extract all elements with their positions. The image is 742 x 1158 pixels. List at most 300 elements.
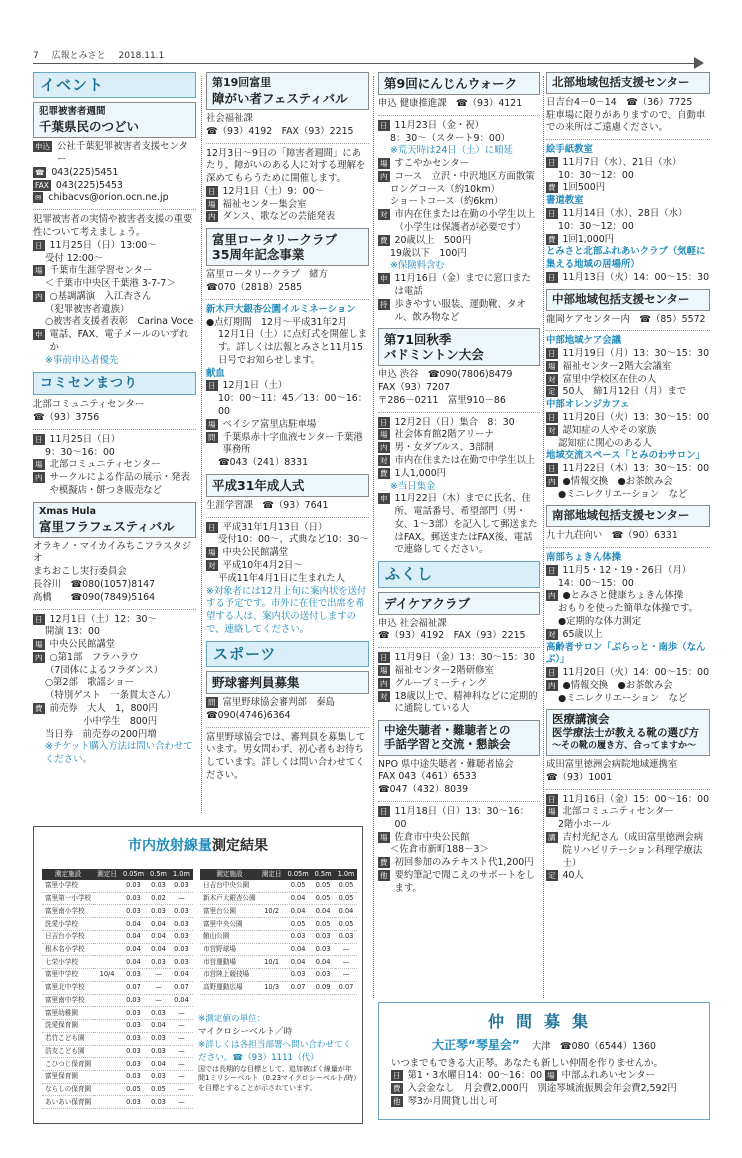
table-cell: 富里幼稚園 <box>42 1007 94 1020</box>
contact-row <box>206 432 369 458</box>
table-cell <box>94 930 120 943</box>
table-header: 測定日 <box>259 869 285 880</box>
tag: 日 <box>548 565 556 575</box>
apply-row <box>378 273 540 299</box>
tag: 場 <box>548 807 556 817</box>
event-subtitle: ～その靴の履き方、合ってますか～ <box>552 740 697 751</box>
table-cell: 0.05 <box>312 918 335 931</box>
organizer: 富里ロータリークラブ 緒方 <box>206 269 328 281</box>
date-row <box>546 794 710 807</box>
table-cell: 0.05 <box>285 918 312 931</box>
apply: 電話、FAX、電子メールのいずれか <box>49 329 189 354</box>
place-row <box>378 158 540 171</box>
event-title-box <box>378 720 540 756</box>
tag: 日 <box>548 209 556 219</box>
target: 市内在住または在勤の小学生以上（小学生は保護者が必要です） <box>394 209 536 234</box>
target: 18歳以上で、精神科などに定期的に通院している人 <box>394 690 538 715</box>
content-row <box>206 211 369 224</box>
table-cell <box>259 880 285 892</box>
table-cell: 0.03 <box>285 969 312 982</box>
date-row <box>546 412 710 425</box>
date-row <box>546 157 710 170</box>
tag: 場 <box>380 159 388 169</box>
table-cell: 洗愛保育園 <box>42 1020 94 1033</box>
table-cell: 0.03 <box>120 1058 147 1071</box>
fee-row <box>546 182 710 195</box>
table-cell <box>94 956 120 969</box>
table-header: 0.05m <box>285 869 312 880</box>
table-row <box>42 1020 193 1033</box>
table-header: 1.0m <box>335 869 358 880</box>
event-title-box <box>546 709 710 756</box>
table-cell: 0.03 <box>147 1045 170 1058</box>
tag: 定 <box>548 871 556 881</box>
place: 北部コミュニティセンター <box>49 459 161 471</box>
table-cell: 0.04 <box>120 956 147 969</box>
table-cell: 富里中学校 <box>42 969 94 982</box>
tag: 場 <box>208 419 216 429</box>
fax-row <box>33 180 196 193</box>
fee: 入会金なし 月会費2,000円 別途琴城流振興会年会費2,592円 <box>407 1083 677 1095</box>
content-row <box>33 291 196 304</box>
table-cell: ならしの保育園 <box>42 1083 94 1096</box>
time: 10：30～12：00 <box>558 169 634 181</box>
phone: ☎090(4746)6364 <box>206 709 291 721</box>
tag: 申 <box>35 330 43 340</box>
event-title-box <box>378 328 540 366</box>
column-4 <box>546 68 710 883</box>
subheading: 高齢者サロン「ぶらっと・南歩（なんぶ）」 <box>546 641 706 666</box>
tag: 日 <box>208 186 216 196</box>
event-title-box <box>206 228 369 266</box>
organizer: 申込 健康推進課 ☎（93）4121 <box>378 98 523 109</box>
date-row <box>546 667 710 680</box>
table-row <box>42 981 193 994</box>
event-subtitle: Xmas Hula <box>39 505 96 517</box>
table-cell: 館山公園 <box>200 930 259 943</box>
note: ※事前申込者優先 <box>45 354 119 366</box>
table-row <box>42 1070 193 1083</box>
table-cell <box>94 918 120 931</box>
divider <box>546 139 710 140</box>
note: ※チケット購入方法は問い合わせてください。 <box>45 741 193 766</box>
tag: 申 <box>380 274 388 284</box>
table-row <box>200 918 357 931</box>
tag: 場 <box>380 832 388 842</box>
date-row <box>206 380 369 393</box>
table-row <box>200 943 357 956</box>
fax: FAX 043（461）6533 <box>378 771 477 783</box>
table-cell: 0.05 <box>147 1083 170 1096</box>
table-row <box>42 892 193 905</box>
note: ※対象者には12月上旬に案内状を送付する予定です。市外に在住で出席を希望する人は、案内状の送付しますので、連絡してください。 <box>206 585 367 635</box>
time: 10：00～11：45／13：00～16：00 <box>218 393 368 418</box>
place-row <box>206 419 369 432</box>
date-row <box>378 120 540 133</box>
etc-row <box>391 1096 697 1109</box>
table-cell <box>94 1096 120 1109</box>
tag: 日 <box>548 413 556 422</box>
event-title: 千葉県民のつどい <box>39 119 140 135</box>
divider <box>206 299 369 300</box>
tag: 日 <box>548 349 556 359</box>
table-cell: 0.04 <box>170 994 193 1007</box>
fee-row <box>546 234 710 247</box>
tag: 対 <box>380 210 388 220</box>
table-cell: 浩友こども園 <box>42 1045 94 1058</box>
fee: 20歳以上 500円 <box>394 234 472 246</box>
tag: 場 <box>35 640 43 650</box>
phone-icon: ☎ <box>35 167 45 177</box>
table-cell: — <box>147 981 170 994</box>
organizer: 社会福祉課 <box>206 112 253 124</box>
table-cell: — <box>170 1045 193 1058</box>
date-row <box>546 565 710 578</box>
event-title: 医療講演会 <box>552 712 610 727</box>
table-cell <box>259 930 285 943</box>
table-cell: 0.04 <box>285 905 312 918</box>
place-row <box>33 459 196 472</box>
content: ○基調講演 入江杏さん <box>49 290 152 302</box>
tag: 対 <box>208 561 216 571</box>
content-detail: ●ミニレクリエーション など <box>558 692 688 704</box>
event-title: 平成31年成人式 <box>212 477 305 493</box>
target-detail: 平成11年4月1日に生まれた人 <box>218 572 345 584</box>
table-cell: 0.05 <box>312 880 335 892</box>
organizer: 龍岡ケアセンター内 ☎（85）5572 <box>546 313 706 325</box>
table-cell: — <box>170 1070 193 1083</box>
table-row <box>42 969 193 982</box>
subheading: 中部オレンジカフェ <box>546 399 630 411</box>
table-row <box>42 905 193 918</box>
table-cell: 0.03 <box>147 1070 170 1083</box>
table-cell <box>94 880 120 892</box>
table-row <box>42 994 193 1007</box>
lecturer: 吉村光紀さん（成田富里徳洲会病院リハビリテーション科理学療法士） <box>562 831 704 869</box>
table-cell: — <box>170 1058 193 1071</box>
table-cell: 0.03 <box>120 1045 147 1058</box>
divider <box>33 429 196 430</box>
time: 9：30～16：00 <box>45 446 115 458</box>
organizer: 北部コミュニティセンター <box>33 399 145 411</box>
tag: 日 <box>380 417 388 427</box>
tag: 日 <box>548 668 556 678</box>
table-row <box>42 956 193 969</box>
tag: 日 <box>548 794 556 804</box>
table-cell: あいあい保育園 <box>42 1096 94 1109</box>
table-cell: 七栄小学校 <box>42 956 94 969</box>
subheading: 献血 <box>206 367 225 379</box>
table-cell <box>94 1070 120 1083</box>
date: 11月13日（火）14：00～15：30 <box>562 271 710 283</box>
table-row <box>200 905 357 918</box>
tag: 対 <box>548 425 556 435</box>
description: 犯罪被害者の実情や被害者支援の重要性について考えましょう。 <box>33 214 193 238</box>
date-row <box>546 272 710 285</box>
phone: ☎043（241）8331 <box>218 457 309 469</box>
fee: 初回参加のみテキスト代1,200円 <box>394 857 534 869</box>
table-cell: 0.04 <box>120 930 147 943</box>
note: ※詳しくは各担当部署へ問い合わせてください。☎（93）1111（代） <box>198 1039 352 1063</box>
event-title: 南部地域包括支援センター <box>552 508 690 523</box>
date: 平成31年1月13日（日） <box>222 521 328 533</box>
place: ベイシア富里店駐車場 <box>222 418 317 430</box>
tag: 場 <box>208 548 216 558</box>
content-detail: ●定期的な体力測定 <box>558 615 642 627</box>
tag: 費 <box>548 183 556 193</box>
table-cell: 富里台公園 <box>200 905 259 918</box>
contact-row <box>206 697 369 710</box>
radiation-title-rest: 測定結果 <box>212 838 268 854</box>
apply-row <box>33 329 196 355</box>
tag: 問 <box>208 432 216 442</box>
event-subtitle: 第71回秋季 <box>384 332 452 348</box>
table-cell: 市営運動場 <box>200 956 259 969</box>
table-row <box>42 1083 193 1096</box>
table-cell: — <box>147 994 170 1007</box>
date: 第1・3水曜日14：00～16：00 <box>407 1070 543 1082</box>
tag: 日 <box>380 120 388 130</box>
tag: 内 <box>380 171 388 181</box>
table-cell: — <box>335 956 358 969</box>
content: ○第1部 フラハラウ <box>49 651 139 663</box>
table-cell: 0.03 <box>147 905 170 918</box>
table-cell: 0.03 <box>120 1032 147 1045</box>
column-divider <box>543 76 544 998</box>
table-cell: 0.04 <box>147 943 170 956</box>
table-cell: 0.04 <box>285 892 312 905</box>
table-header: 0.05m <box>120 869 147 880</box>
divider <box>378 801 540 802</box>
table-cell: 0.03 <box>312 943 335 956</box>
tag: 内 <box>548 680 556 690</box>
subheading: 書道教室 <box>546 195 584 207</box>
table-cell: 0.03 <box>170 880 193 892</box>
unit-label: ※測定値の単位： <box>198 1014 266 1024</box>
table-cell: 富里北中学校 <box>42 981 94 994</box>
date-row <box>378 652 540 665</box>
fee-detail: 19歳以下 100円 <box>390 247 467 259</box>
page-header <box>33 50 174 62</box>
organizer: 富里野球協会審判部 秦島 <box>222 697 336 709</box>
place-row <box>206 547 369 560</box>
column-1 <box>33 68 196 767</box>
target: 富里中学校区在住の人 <box>562 373 657 385</box>
divider <box>378 115 540 116</box>
date: 11月14日（水）、28日（水） <box>562 208 688 220</box>
date-row <box>378 417 540 430</box>
tag: 内 <box>35 291 43 301</box>
phone: ☎070（2818）2585 <box>206 281 303 293</box>
date: 11月16日（金）15：00～16：00 <box>562 793 710 805</box>
bring: 歩きやすい服装、運動靴、タオル、飲み物など <box>394 298 526 323</box>
divider <box>206 517 369 518</box>
table-cell: 高野運動広場 <box>200 981 259 994</box>
table-cell: 富里南小学校 <box>42 905 94 918</box>
date: 11月7日（水）、21日（水） <box>562 156 682 168</box>
date: 11月22日（木）13：30～15：00 <box>562 463 710 475</box>
table-cell: 0.04 <box>170 969 193 982</box>
content-detail: ●ミニレクリエーション など <box>558 488 688 500</box>
table-cell: 0.03 <box>120 994 147 1007</box>
tag: 日 <box>35 434 43 444</box>
subheading: 南部ちょきん体操 <box>546 552 622 564</box>
place-row <box>33 265 196 278</box>
fee-row <box>391 1083 697 1096</box>
table-cell: 0.03 <box>170 930 193 943</box>
capacity: 40人 <box>562 870 584 882</box>
table-cell: 0.07 <box>170 981 193 994</box>
organizer: 成田富里徳洲会病院地域連携室 <box>546 759 678 771</box>
table-cell <box>94 981 120 994</box>
date: 11月20日（火）14：00～15：00 <box>562 667 710 679</box>
place-row <box>378 665 540 678</box>
tag: 問 <box>208 698 216 708</box>
description: いつまでもできる大正琴。あなたも新しい仲間を作りませんか。 <box>391 1057 663 1069</box>
tag: 対 <box>380 455 388 465</box>
organizer: オラキノ・マイカイみちこフラスタジオ <box>33 540 192 565</box>
note: ※保険料含む <box>390 260 445 272</box>
table-cell: — <box>170 1020 193 1033</box>
table-cell: 0.04 <box>312 905 335 918</box>
table-cell: 0.03 <box>147 956 170 969</box>
target-row <box>206 560 369 573</box>
table-cell <box>94 1045 120 1058</box>
table-cell: 0.07 <box>335 981 358 994</box>
fee-row <box>378 857 540 870</box>
table-cell: 10/3 <box>259 981 285 994</box>
date: 11月5・12・19・26日（月） <box>562 564 692 576</box>
phone: ☎（93）4192 FAX（93）2215 <box>378 630 526 642</box>
tag: 他 <box>380 870 388 880</box>
table-header: 0.5m <box>312 869 335 880</box>
event-subtitle: 犯罪被害者週間 <box>39 106 106 118</box>
date-row <box>546 348 710 361</box>
tag: 場 <box>380 665 388 675</box>
tag: 場 <box>35 460 43 470</box>
place-row <box>378 832 540 845</box>
tag: 費 <box>548 234 556 244</box>
table-cell: — <box>335 943 358 956</box>
tag: 講 <box>548 832 556 842</box>
tag: 費 <box>35 704 43 713</box>
unit: マイクロシーベルト／時 <box>198 1026 293 1037</box>
table-cell: 0.03 <box>147 1096 170 1109</box>
divider <box>378 647 540 648</box>
content: ダンス、歌などの芸能発表 <box>222 211 336 223</box>
event-title: バドミントン大会 <box>384 347 484 363</box>
table-cell: 0.03 <box>120 892 147 905</box>
table-cell: 根木名小学校 <box>42 943 94 956</box>
table-cell: 日吉台小学校 <box>42 930 94 943</box>
place: 中央公民館講堂 <box>222 547 289 559</box>
table-cell: 0.05 <box>335 892 358 905</box>
content-detail: おもりを使った簡単な体操です。 <box>558 603 698 615</box>
place: 中部ふれあいセンター <box>561 1070 656 1082</box>
event-title: 手話学習と交流・懇談会 <box>384 736 511 751</box>
date-row <box>546 208 710 221</box>
etc: 琴3か月間貸し出し可 <box>407 1095 498 1107</box>
table-cell: — <box>170 1083 193 1096</box>
table-cell: 日吉台中央公園 <box>200 880 259 892</box>
subheading: 新木戸大銀杏公園イルミネーション <box>206 303 356 315</box>
date: 12月2日（日）集合 8：30 <box>394 416 515 428</box>
fax-icon: FAX <box>35 180 49 190</box>
table-cell: 0.04 <box>312 956 335 969</box>
course-row <box>378 171 540 184</box>
table-cell: 0.03 <box>147 880 170 892</box>
table-cell: 富里中央公園 <box>200 918 259 931</box>
place-row <box>546 806 710 819</box>
table-cell: 0.03 <box>170 943 193 956</box>
tag: 場 <box>547 1071 555 1081</box>
date: 12月1日（土）9：00～ <box>222 185 324 197</box>
contact: 公社千葉犯罪被害者支援センター <box>57 141 188 166</box>
content-row <box>378 678 540 691</box>
divider <box>546 330 710 331</box>
tag: 内 <box>380 678 388 688</box>
event-title: 医学療法士が教える靴の選び方 <box>552 727 699 740</box>
table-row <box>200 892 357 905</box>
table-cell <box>94 943 120 956</box>
date: 11月9日（金）13：30～15：30 <box>394 652 536 664</box>
table-cell: 0.03 <box>170 956 193 969</box>
date: 11月20日（火）13：30～15：00 <box>562 412 710 423</box>
members-wanted-box <box>378 1002 710 1120</box>
table-cell: 市営陸上競技場 <box>200 969 259 982</box>
tag: 申 <box>380 494 388 504</box>
content-detail: （7団体によるフラダンス） <box>45 664 164 676</box>
table-cell <box>94 1032 120 1045</box>
place-row <box>378 429 540 442</box>
table-row <box>42 880 193 892</box>
time: 開演 13：00 <box>45 626 100 638</box>
tag: 内 <box>380 443 388 453</box>
table-cell: 0.05 <box>285 880 312 892</box>
place: 北部コミュニティセンター <box>562 806 674 818</box>
table-cell: 0.02 <box>147 892 170 905</box>
tag: 内 <box>548 591 556 601</box>
table-row <box>200 880 357 892</box>
email-link[interactable]: chibacvs@orion.ocn.ne.jp <box>48 192 169 204</box>
capacity-row <box>546 870 710 883</box>
fee-detail: 当日券 前売券の200円増 <box>45 728 157 740</box>
fax: FAX（93）7207 <box>378 382 450 394</box>
table-cell <box>94 994 120 1007</box>
content: ●情報交換 ●お茶飲み会 <box>562 475 673 487</box>
date-row <box>546 463 710 476</box>
tag: 対 <box>548 629 556 639</box>
table-cell: 0.04 <box>285 943 312 956</box>
organizer: まちおこし実行委員会 <box>33 566 127 578</box>
column-divider <box>373 76 374 998</box>
phone: 長谷川 ☎080(1057)8147 <box>33 578 156 590</box>
tag: 日 <box>548 464 556 474</box>
table-header: 測定施設 <box>42 869 94 880</box>
event-title: デイケアクラブ <box>384 595 471 611</box>
organizer: NPO 県中途失聴者・難聴者協会 <box>378 758 514 770</box>
place-row <box>546 361 710 374</box>
date: 12月1日（土） <box>222 380 288 392</box>
target-row <box>378 209 540 235</box>
table-cell: 0.05 <box>312 892 335 905</box>
tag: 日 <box>548 157 556 167</box>
content-row <box>33 472 196 498</box>
place-detail: 2階小ホール <box>558 819 611 831</box>
event-title: 中途失聴者・難聴者との <box>384 723 511 738</box>
fee: 1回1,000円 <box>562 233 615 245</box>
tag: 日 <box>35 614 43 624</box>
